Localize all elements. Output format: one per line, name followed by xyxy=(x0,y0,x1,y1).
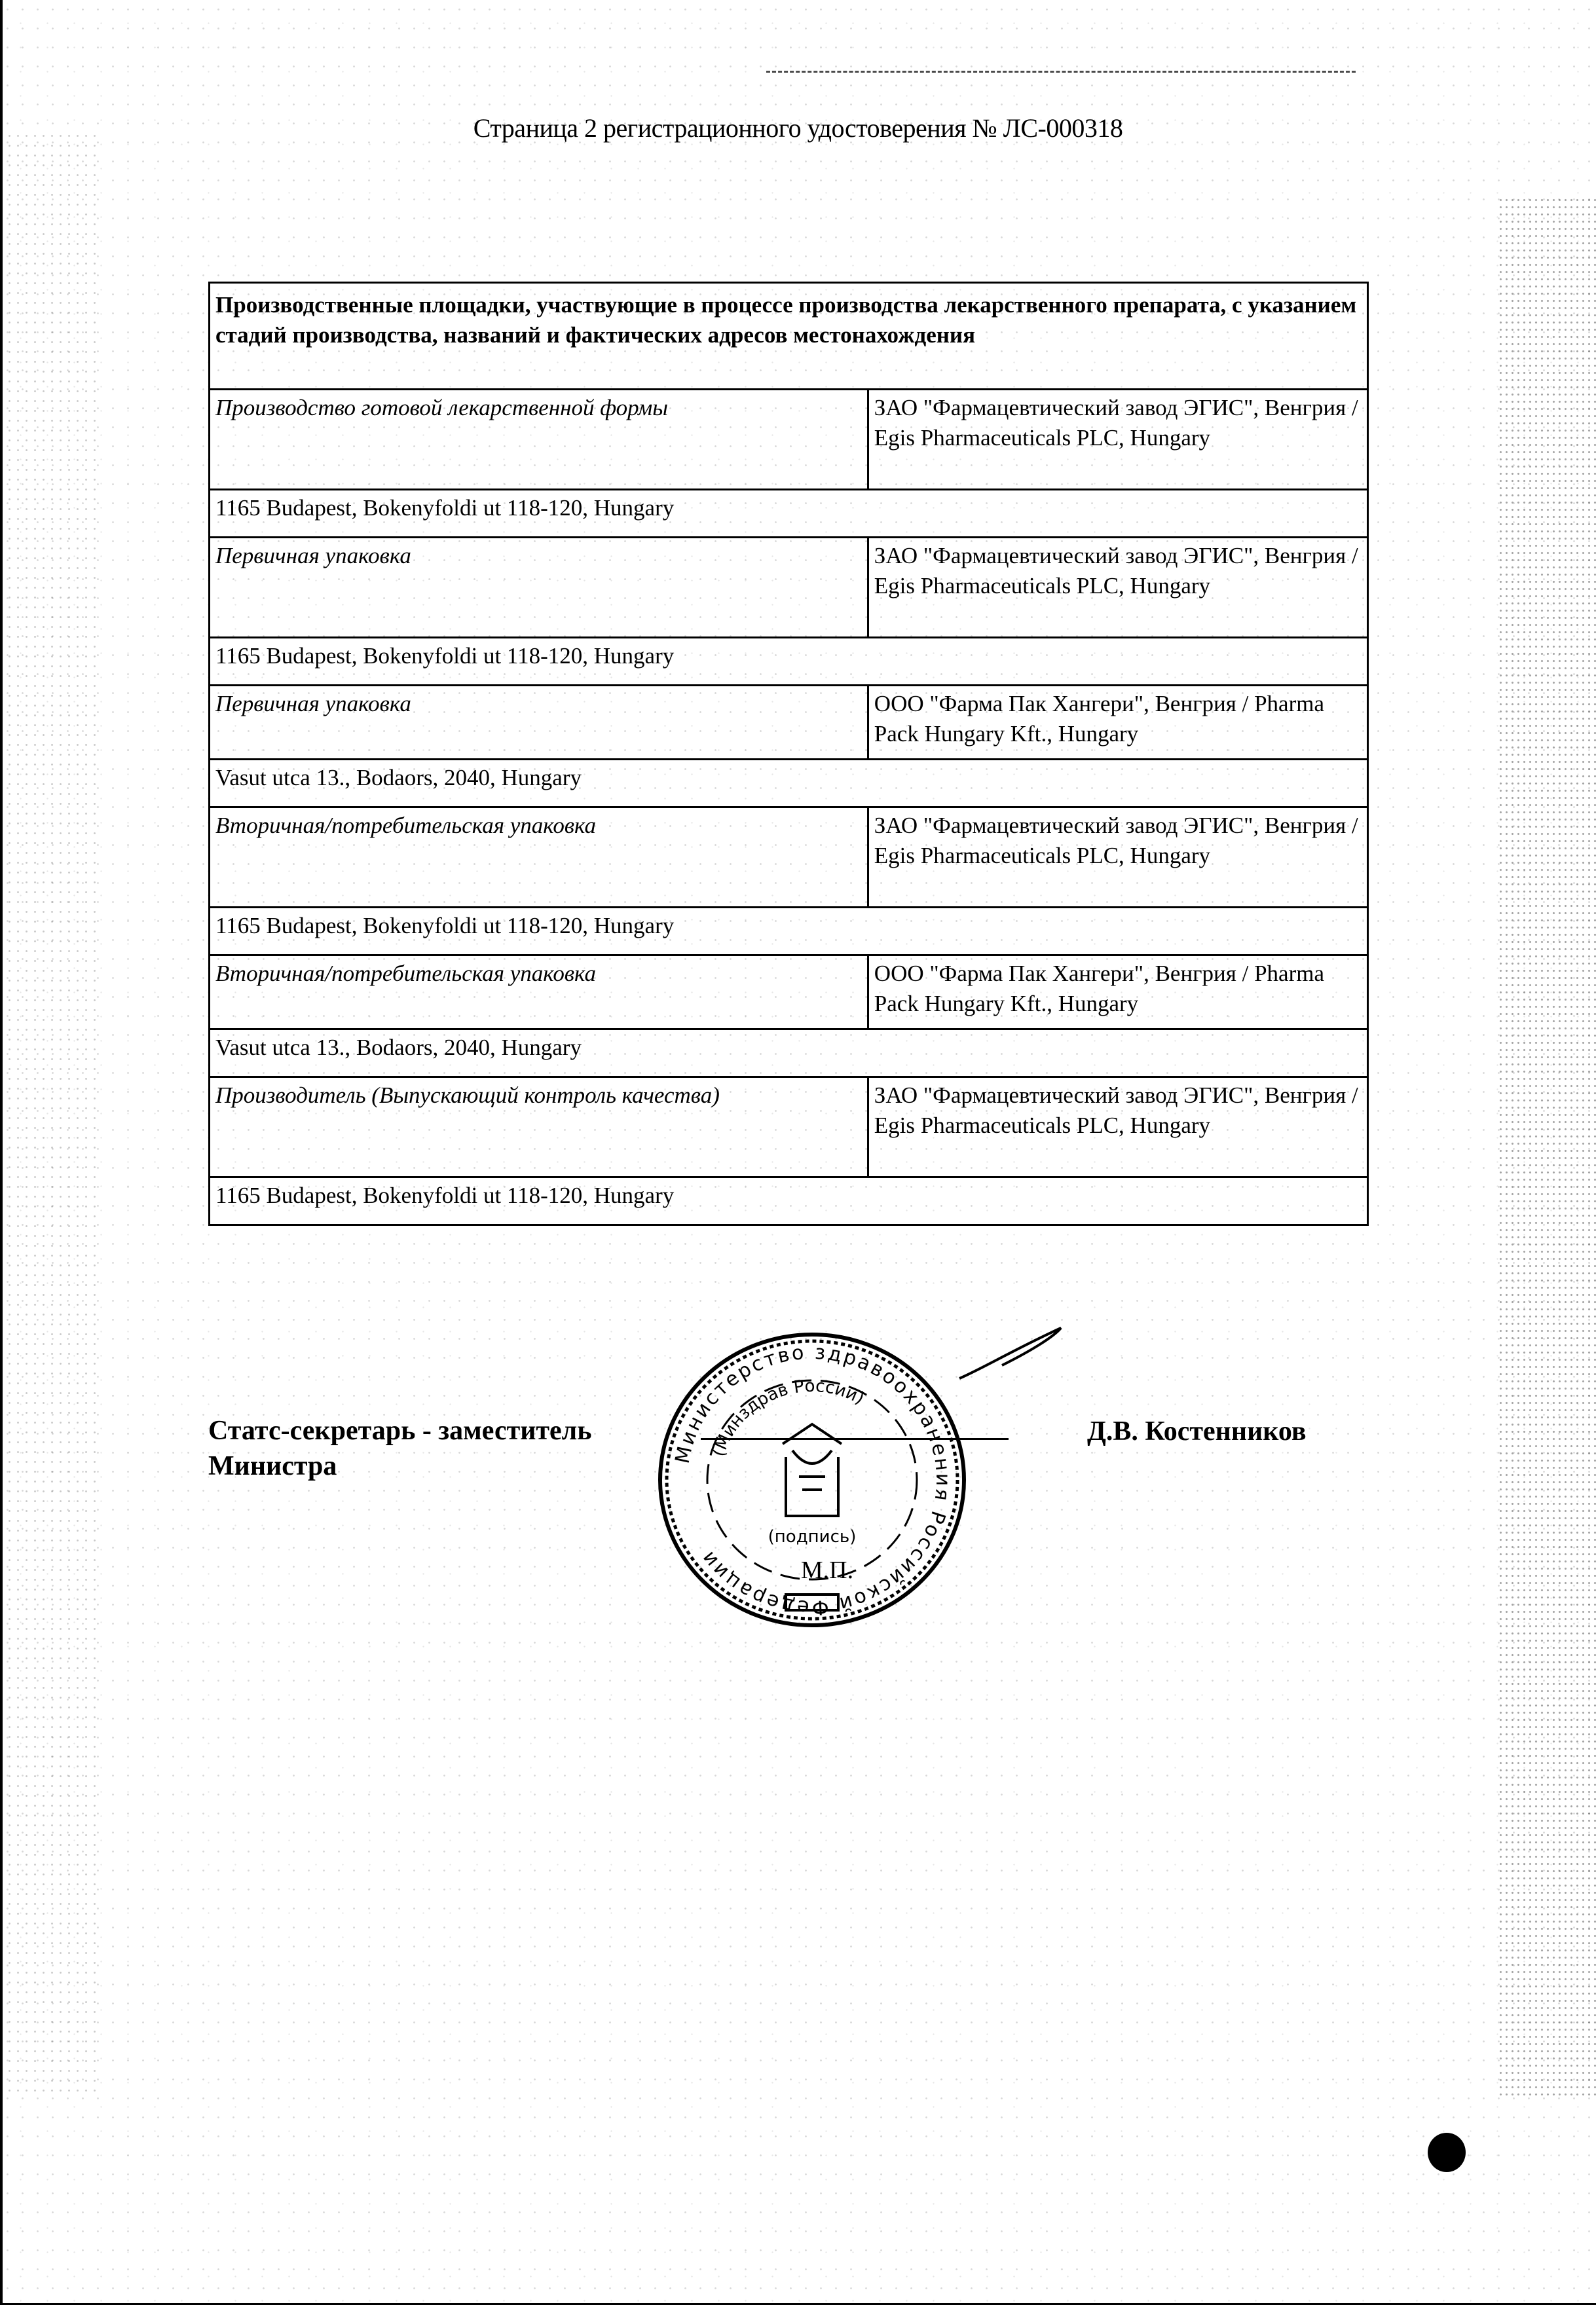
svg-text:М.П.: М.П. xyxy=(800,1557,854,1584)
address-row xyxy=(210,1029,1368,1077)
table-title: Производственные площадки, участвующие в процессе производства лекарственного препарата, с указанием стадий производства, названий и фактических адресов местонахождения xyxy=(210,283,1368,390)
guilloche-edge-right xyxy=(1498,196,1596,2095)
stage-cell: Вторичная/потребительская упаковка xyxy=(210,955,868,1029)
top-dashed-rule xyxy=(766,71,1356,73)
address-row xyxy=(210,638,1368,686)
svg-text:(подпись): (подпись) xyxy=(768,1527,857,1547)
registration-dot-icon xyxy=(1428,2133,1466,2172)
address-row xyxy=(210,1177,1368,1225)
organization-cell: ООО "Фарма Пак Хангери", Венгрия / Pharma Pack Hungary Kft., Hungary xyxy=(868,686,1367,760)
signatory-role-line2: Министра xyxy=(208,1451,337,1481)
address-cell: 1165 Budapest, Bokenyfoldi ut 118-120, Hungary xyxy=(210,1177,1368,1225)
svg-text:Министерство здравоохранения Р: Министерство здравоохранения Российской Федерации xyxy=(671,1340,955,1619)
organization-cell: ЗАО "Фармацевтический завод ЭГИС", Венгрия / Egis Pharmaceuticals PLC, Hungary xyxy=(868,390,1367,490)
address-row xyxy=(210,760,1368,807)
guilloche-edge-left xyxy=(5,131,97,2095)
stage-cell: Первичная упаковка xyxy=(210,686,868,760)
table-row xyxy=(210,955,1368,1029)
address-cell: Vasut utca 13., Bodaors, 2040, Hungary xyxy=(210,1029,1368,1077)
table-row xyxy=(210,807,1368,908)
organization-cell: ООО "Фарма Пак Хангери", Венгрия / Pharma Pack Hungary Kft., Hungary xyxy=(868,955,1367,1029)
manufacturing-sites-table xyxy=(208,282,1369,1226)
signatory-role-line1: Статс-секретарь - заместитель xyxy=(208,1416,592,1446)
stage-cell: Первичная упаковка xyxy=(210,538,868,638)
table-row xyxy=(210,390,1368,490)
svg-text:(Минздрав России): (Минздрав России) xyxy=(709,1376,868,1459)
table-title-row xyxy=(210,283,1368,390)
scan-border-left xyxy=(0,0,3,2305)
signatory-role xyxy=(208,1413,591,1484)
address-row xyxy=(210,908,1368,955)
address-cell: Vasut utca 13., Bodaors, 2040, Hungary xyxy=(210,760,1368,807)
organization-cell: ЗАО "Фармацевтический завод ЭГИС", Венгрия / Egis Pharmaceuticals PLC, Hungary xyxy=(868,538,1367,638)
official-seal-icon xyxy=(652,1326,973,1634)
stage-cell: Производитель (Выпускающий контроль качества) xyxy=(210,1077,868,1177)
organization-cell: ЗАО "Фармацевтический завод ЭГИС", Венгрия / Egis Pharmaceuticals PLC, Hungary xyxy=(868,807,1367,908)
address-cell: 1165 Budapest, Bokenyfoldi ut 118-120, Hungary xyxy=(210,638,1368,686)
address-cell: 1165 Budapest, Bokenyfoldi ut 118-120, Hungary xyxy=(210,490,1368,538)
organization-cell: ЗАО "Фармацевтический завод ЭГИС", Венгрия / Egis Pharmaceuticals PLC, Hungary xyxy=(868,1077,1367,1177)
table-row xyxy=(210,686,1368,760)
address-cell: 1165 Budapest, Bokenyfoldi ut 118-120, Hungary xyxy=(210,908,1368,955)
signatory-name: Д.В. Костенников xyxy=(1087,1416,1307,1447)
stage-cell: Вторичная/потребительская упаковка xyxy=(210,807,868,908)
page-header: Страница 2 регистрационного удостоверения № ЛС-000318 xyxy=(473,113,1123,143)
stage-cell: Производство готовой лекарственной формы xyxy=(210,390,868,490)
address-row xyxy=(210,490,1368,538)
table-row xyxy=(210,1077,1368,1177)
signature-stroke-icon xyxy=(956,1323,1067,1382)
table-row xyxy=(210,538,1368,638)
